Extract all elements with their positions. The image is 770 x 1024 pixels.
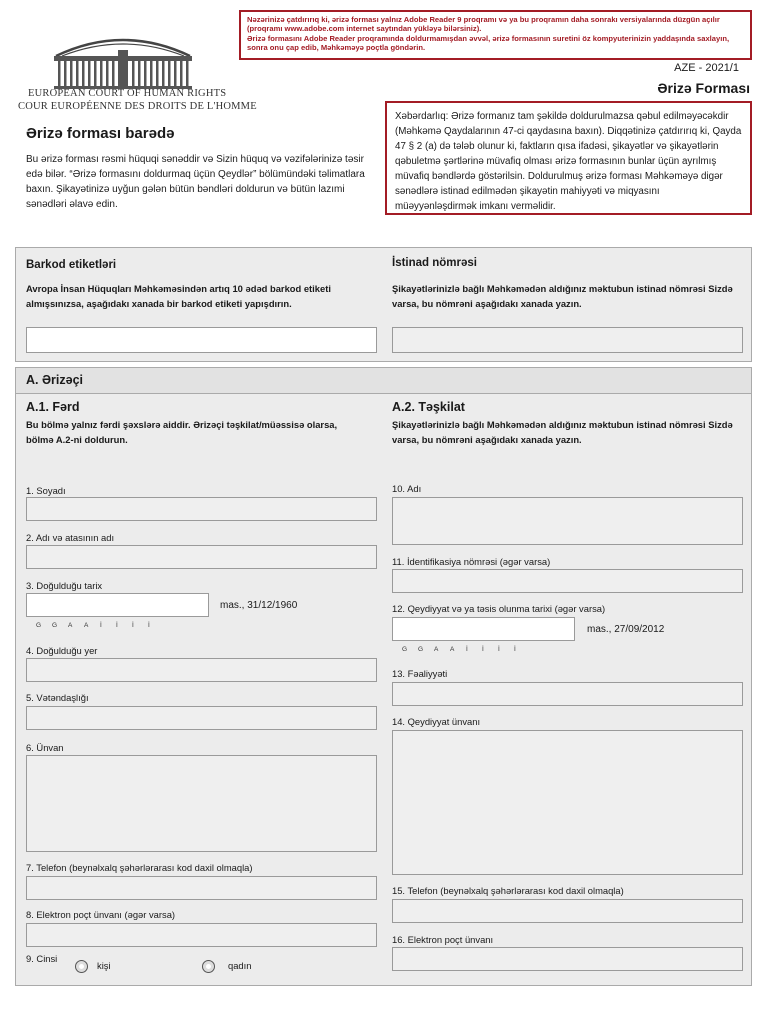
org-email-label: 16. Elektron poçt ünvanı [392, 934, 494, 945]
nationality-label: 5. Vətəndaşlığı [26, 692, 89, 703]
org-name-label: 10. Adı [392, 483, 422, 494]
court-name-fr: COUR EUROPÉENNE DES DROITS DE L'HOMME [18, 101, 257, 112]
form-reference-code: AZE - 2021/1 [674, 62, 739, 74]
adobe-notice-line1: Nəzərinizə çatdırırıq ki, ərizə forması yalnız Adobe Reader 9 proqramı və ya bu proqramın daha sonrakı versiyalarında düzgün açılır (proqramı www.adobe.com internet saytından yükləyə bilərsiniz). [247, 15, 720, 34]
reference-number-text: Şikayətlərinizlə bağlı Məhkəmədən aldığınız məktubun istinad nömrəsi Sizdə varsa, bu nömrəni aşağıdakı xanada yazın. [392, 283, 733, 309]
about-title: Ərizə forması barədə [26, 125, 175, 142]
organisation-text: Şikayətlərinizlə bağlı Məhkəmədən aldığınız məktubun istinad nömrəsi Sizdə varsa, bu nömrəni aşağıdakı xanada yazın. [392, 419, 733, 445]
org-id-label: 11. İdentifikasiya nömrəsi (əgər varsa) [392, 556, 551, 567]
barcode-title: Barkod etiketləri [26, 259, 117, 271]
org-email-input[interactable] [392, 947, 743, 971]
email-label: 8. Elektron poçt ünvanı (əgər varsa) [26, 909, 176, 920]
gender-female-label: qadın [228, 960, 252, 971]
adobe-notice-line2: Ərizə formasını Adobe Reader proqramında doldurmamışdan əvvəl, ərizə formasının suretini öz kompyuterinizin yaddaşında saxlayın, sonra onu çap edib, Məhkəməyə poçtla göndərin. [247, 33, 730, 53]
surname-input[interactable] [26, 497, 377, 521]
birth-date-input[interactable] [26, 593, 209, 617]
org-reg-date-label: 12. Qeydiyyat və ya təsis olunma tarixi (əgər varsa) [392, 603, 606, 614]
adobe-notice [239, 10, 752, 60]
applicant-section-title: A. Ərizəçi [26, 373, 84, 387]
org-name-input[interactable] [392, 497, 743, 545]
nationality-input[interactable] [26, 706, 377, 730]
gender-female-radio[interactable] [202, 960, 215, 973]
org-activity-input[interactable] [392, 682, 743, 706]
surname-label: 1. Soyadı [26, 485, 66, 496]
birth-date-hint: mas., 31/12/1960 [220, 600, 298, 611]
first-name-label: 2. Adı və atasının adı [26, 532, 115, 543]
court-name-en: EUROPEAN COURT OF HUMAN RIGHTS [28, 88, 227, 99]
birth-date-label: 3. Doğulduğu tarix [26, 580, 103, 591]
reference-number-input[interactable] [392, 327, 743, 353]
gender-label: 9. Cinsi [26, 953, 58, 964]
org-reg-date-input[interactable] [392, 617, 575, 641]
address-input[interactable] [26, 755, 377, 852]
org-phone-input[interactable] [392, 899, 743, 923]
reference-number-title: İstinad nömrəsi [392, 257, 477, 269]
individual-title: A.1. Fərd [26, 400, 80, 414]
court-building-logo [48, 30, 198, 96]
org-reg-date-hint: mas., 27/09/2012 [587, 624, 665, 635]
about-text: Bu ərizə forması rəsmi hüquqi sənəddir və Sizin hüquq və vəzifələrinizə təsir edə bilər. “Ərizə formasını doldurmaq üçün Qeydlər” bölümündəki təlimatlara baxın. Şikayətinizə uyğun gələn bütün bəndləri doldurun və bütün lazımi sənədləri əlavə edin. [26, 154, 365, 210]
phone-input[interactable] [26, 876, 377, 900]
org-address-input[interactable] [392, 730, 743, 875]
phone-label: 7. Telefon (beynəlxalq şəhərlərarası kod daxil olmaqla) [26, 862, 253, 873]
org-phone-label: 15. Telefon (beynəlxalq şəhərlərarası kod daxil olmaqla) [392, 885, 624, 896]
birth-place-label: 4. Doğulduğu yer [26, 645, 98, 656]
address-label: 6. Ünvan [26, 742, 64, 753]
barcode-label-field[interactable] [26, 327, 377, 353]
email-input[interactable] [26, 923, 377, 947]
first-name-input[interactable] [26, 545, 377, 569]
applicant-section-header [15, 367, 752, 394]
form-title: Ərizə Forması [657, 80, 750, 96]
organisation-title: A.2. Təşkilat [392, 400, 465, 414]
birth-date-format: G G A A İ İ İ İ [36, 622, 150, 629]
barcode-text: Avropa İnsan Hüquqları Məhkəməsindən artıq 10 ədəd barkod etiketi almışsınızsa, aşağıdakı xanada bir barkod etiketi yapışdırın. [26, 283, 331, 309]
org-activity-label: 13. Fəaliyyəti [392, 668, 448, 679]
gender-male-radio[interactable] [75, 960, 88, 973]
warning-box [385, 101, 752, 215]
gender-male-label: kişi [97, 960, 111, 971]
org-id-input[interactable] [392, 569, 743, 593]
individual-text: Bu bölmə yalnız fərdi şəxslərə aiddir. Ərizəçi təşkilat/müəssisə olarsa, bölmə A.2-ni doldurun. [26, 419, 338, 445]
birth-place-input[interactable] [26, 658, 377, 682]
warning-text: Xəbərdarlıq: Ərizə formanız tam şəkildə doldurulmazsa qəbul edilməyəcəkdir (Məhkəmə Qaydalarının 47-ci qaydasına baxın). Diqqətinizə çatdırırıq ki, Qayda 47 § 2 (a) də tələb olunur ki, faktların qısa ifadəsi, şikayətlər və şikayətlərin qəbuletmə şərtlərinə müvafiq olması ərizə formasının bunlar üçün ayrılmış müvafiq bəndlərdə göstərilsin. Doldurulmuş ərizə forması Məhkəməyə digər sənədlərə istinad edilmədən şikayətin mahiyyəti və miqyasını müəyyənləşdirmək imkanı verməlidir. [395, 111, 742, 212]
org-reg-date-format: G G A A İ İ İ İ [402, 646, 516, 653]
org-address-label: 14. Qeydiyyat ünvanı [392, 716, 481, 727]
